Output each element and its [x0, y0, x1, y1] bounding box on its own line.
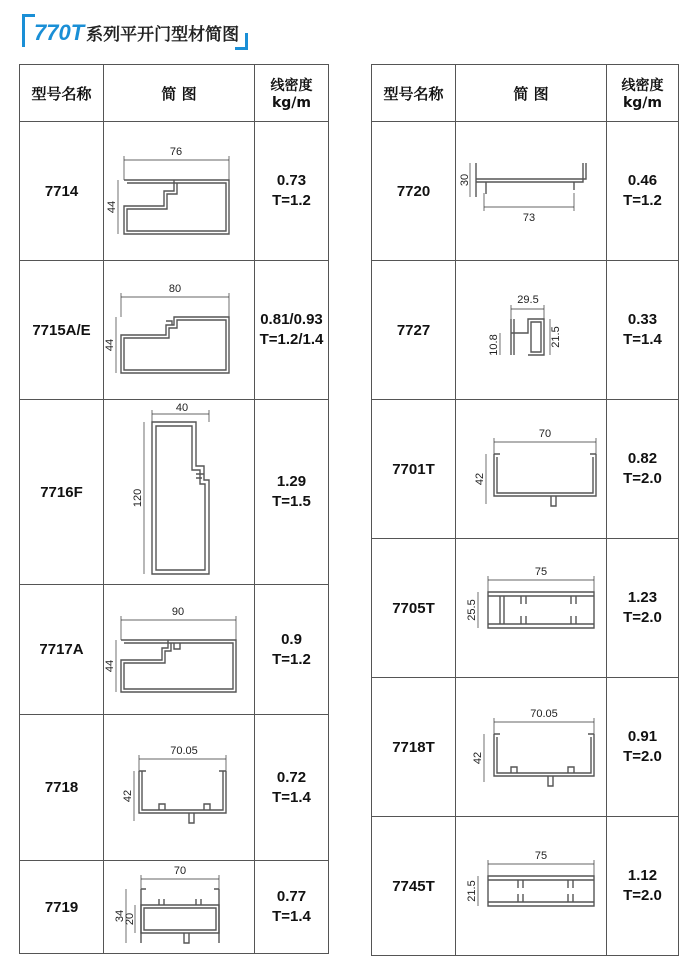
header-diagram: 简 图 — [104, 65, 255, 122]
model-name: 7717A — [20, 585, 104, 715]
profile-drawing — [456, 692, 606, 802]
table-row — [20, 861, 329, 954]
model-name: 7715A/E — [20, 261, 104, 400]
width-dimension: 80 — [168, 283, 182, 295]
height-dimension: 44 — [104, 659, 116, 672]
width-dimension: 40 — [175, 402, 189, 414]
header-density-label: 线密度 — [270, 78, 313, 94]
density-value: 1.29 — [276, 473, 307, 490]
width-dimension: 90 — [171, 605, 185, 618]
density-cell — [255, 861, 329, 954]
header-model: 型号名称 — [372, 65, 456, 122]
right-spec-table — [371, 64, 679, 956]
thickness-value: T=2.0 — [623, 748, 662, 765]
title-series-code: 770T — [34, 20, 85, 45]
density-value: 0.73 — [276, 172, 307, 189]
header-diagram: 简 图 — [456, 65, 607, 122]
profile-drawing — [456, 141, 606, 241]
profile-diagram-7720 — [456, 122, 607, 261]
density-cell — [255, 400, 329, 585]
thickness-value: T=2.0 — [623, 887, 662, 904]
header-density-unit: kg/m — [271, 95, 312, 111]
profile-diagram-7718T — [456, 678, 607, 817]
table-header-row — [20, 65, 329, 122]
model-name: 7705T — [372, 539, 456, 678]
height-dimension: 42 — [474, 472, 486, 486]
model-name: 7718 — [20, 715, 104, 861]
width-dimension: 75 — [534, 566, 548, 578]
density-value: 0.77 — [276, 888, 307, 905]
header-density-label: 线密度 — [621, 78, 664, 94]
density-value: 0.9 — [281, 630, 302, 648]
density-value: 1.12 — [627, 867, 658, 884]
height-dimension-secondary: 20 — [124, 912, 136, 926]
density-cell — [255, 715, 329, 861]
thickness-value: T=2.0 — [623, 609, 662, 626]
width-dimension: 75 — [534, 850, 548, 862]
density-value: 0.91 — [627, 728, 658, 745]
height-dimension: 21.5 — [466, 880, 478, 902]
profile-diagram-7715 — [104, 261, 255, 400]
height-dimension: 34 — [114, 909, 126, 923]
thickness-value: T=1.5 — [272, 493, 311, 510]
profile-diagram-7745T — [456, 817, 607, 956]
height-dimension-secondary: 21.5 — [550, 326, 562, 348]
profile-diagram-7701T — [456, 400, 607, 539]
profile-diagram-7717A — [104, 585, 255, 715]
profile-drawing — [104, 600, 254, 700]
profile-drawing — [456, 836, 606, 936]
height-dimension: 120 — [132, 488, 144, 508]
table-row — [372, 539, 679, 678]
model-name: 7727 — [372, 261, 456, 400]
width-dimension: 73 — [522, 212, 536, 224]
thickness-value: T=1.2 — [272, 650, 311, 668]
density-cell — [607, 678, 679, 817]
profile-drawing — [104, 136, 254, 246]
density-value: 0.46 — [627, 172, 658, 189]
thickness-value: T=1.2/1.4 — [259, 331, 324, 348]
table-row — [20, 715, 329, 861]
profile-drawing — [456, 558, 606, 658]
table-row — [372, 817, 679, 956]
header-density — [607, 65, 679, 122]
width-dimension: 70 — [173, 865, 187, 877]
profile-drawing — [456, 275, 606, 385]
model-name: 7716F — [20, 400, 104, 585]
model-name: 7718T — [372, 678, 456, 817]
profile-drawing — [104, 402, 254, 582]
profile-drawing — [104, 275, 254, 385]
density-value: 0.82 — [627, 450, 658, 467]
title-text: 系列平开门型材简图 — [86, 25, 240, 45]
model-name: 7719 — [20, 861, 104, 954]
width-dimension: 70.05 — [170, 744, 198, 757]
profile-diagram-7718 — [104, 715, 255, 861]
thickness-value: T=1.2 — [623, 192, 662, 209]
thickness-value: T=2.0 — [623, 470, 662, 487]
height-dimension: 44 — [104, 338, 116, 352]
table-row — [372, 122, 679, 261]
header-density-unit: kg/m — [622, 95, 663, 111]
profile-drawing — [104, 863, 254, 951]
density-value: 1.23 — [627, 589, 658, 606]
model-name: 7714 — [20, 122, 104, 261]
left-spec-table — [19, 64, 329, 954]
density-cell — [255, 261, 329, 400]
model-name: 7701T — [372, 400, 456, 539]
width-dimension: 76 — [169, 146, 183, 158]
profile-diagram-7716F — [104, 400, 255, 585]
table-row — [20, 400, 329, 585]
thickness-value: T=1.2 — [272, 192, 311, 209]
height-dimension: 42 — [122, 789, 134, 802]
profile-diagram-7727 — [456, 261, 607, 400]
width-dimension: 70 — [538, 428, 552, 440]
profile-diagram-7705T — [456, 539, 607, 678]
table-header-row — [372, 65, 679, 122]
height-dimension: 10.8 — [488, 334, 500, 356]
thickness-value: T=1.4 — [272, 908, 311, 925]
density-value: 0.33 — [627, 311, 658, 328]
density-cell — [607, 122, 679, 261]
profile-drawing — [104, 733, 254, 843]
table-row — [372, 400, 679, 539]
density-cell — [607, 817, 679, 956]
profile-drawing — [456, 414, 606, 524]
density-cell — [255, 122, 329, 261]
table-row — [20, 261, 329, 400]
density-cell — [607, 400, 679, 539]
density-value: 0.72 — [276, 768, 307, 786]
header-model: 型号名称 — [20, 65, 104, 122]
table-row — [20, 585, 329, 715]
thickness-value: T=1.4 — [623, 331, 662, 348]
thickness-value: T=1.4 — [272, 788, 311, 806]
model-name: 7745T — [372, 817, 456, 956]
height-dimension: 44 — [106, 200, 118, 214]
height-dimension: 42 — [472, 751, 484, 765]
table-row — [20, 122, 329, 261]
header-density — [255, 65, 329, 122]
page-title — [22, 14, 248, 50]
width-dimension: 29.5 — [517, 294, 539, 306]
density-cell — [607, 539, 679, 678]
density-cell — [607, 261, 679, 400]
density-cell — [255, 585, 329, 715]
model-name: 7720 — [372, 122, 456, 261]
height-dimension: 30 — [459, 173, 471, 187]
density-value: 0.81/0.93 — [260, 311, 323, 328]
table-row — [372, 261, 679, 400]
width-dimension: 70.05 — [530, 708, 558, 720]
table-row — [372, 678, 679, 817]
profile-diagram-7719 — [104, 861, 255, 954]
height-dimension: 25.5 — [466, 599, 478, 621]
profile-diagram-7714 — [104, 122, 255, 261]
